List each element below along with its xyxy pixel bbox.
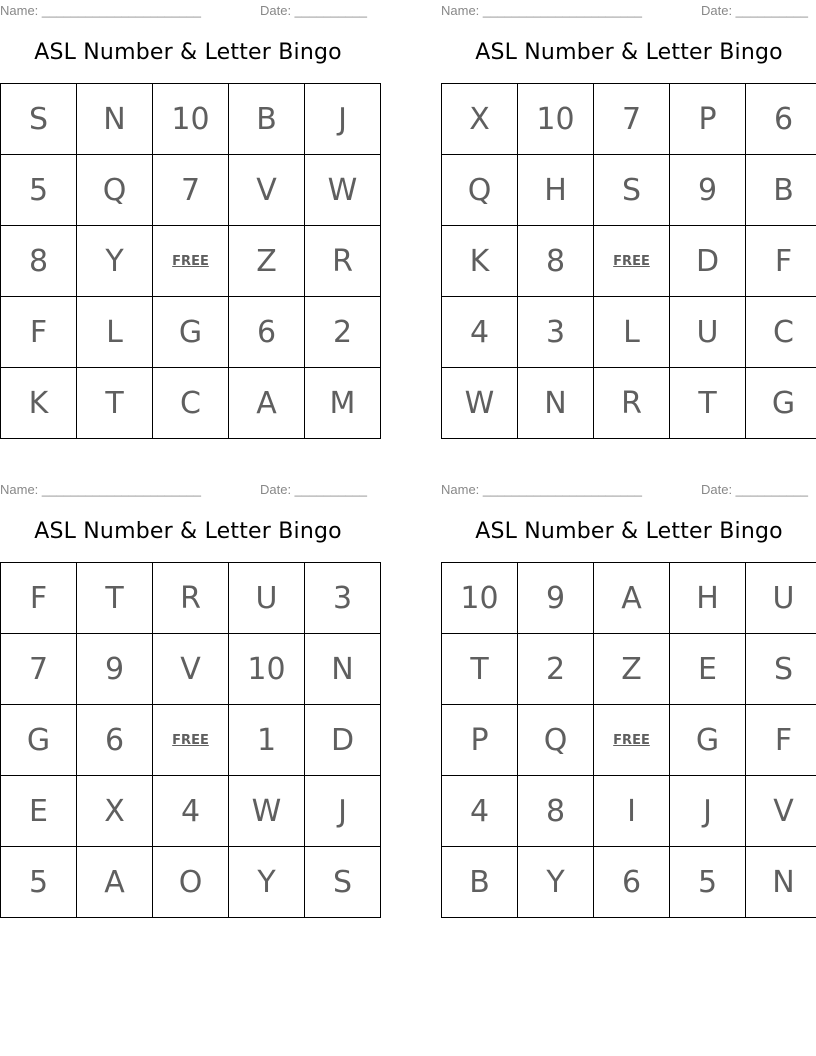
bingo-row	[1, 155, 381, 226]
bingo-cell: K	[1, 368, 77, 439]
bingo-cell: U	[670, 297, 746, 368]
bingo-cell: E	[670, 634, 746, 705]
bingo-cell: 1	[229, 705, 305, 776]
bingo-row	[1, 563, 381, 634]
bingo-cell: V	[746, 776, 816, 847]
bingo-cell: Y	[518, 847, 594, 918]
bingo-cell: 8	[518, 226, 594, 297]
bingo-row	[442, 776, 816, 847]
bingo-row	[442, 705, 816, 776]
bingo-cell: F	[1, 563, 77, 634]
bingo-cell: J	[305, 84, 381, 155]
bingo-cell: 9	[670, 155, 746, 226]
card-header	[441, 3, 816, 19]
bingo-cell: P	[442, 705, 518, 776]
bingo-cell: 7	[594, 84, 670, 155]
bingo-cell: B	[746, 155, 816, 226]
bingo-cell: A	[594, 563, 670, 634]
bingo-cell: 4	[442, 776, 518, 847]
bingo-cell: D	[670, 226, 746, 297]
bingo-cell: A	[229, 368, 305, 439]
bingo-row	[442, 563, 816, 634]
bingo-cell: N	[77, 84, 153, 155]
bingo-cell: E	[1, 776, 77, 847]
bingo-cell: 10	[153, 84, 229, 155]
bingo-cell: 6	[229, 297, 305, 368]
bingo-grid	[441, 562, 816, 918]
bingo-cell: J	[670, 776, 746, 847]
bingo-cell: X	[77, 776, 153, 847]
bingo-cell: G	[153, 297, 229, 368]
bingo-cell: F	[1, 297, 77, 368]
bingo-cell: N	[305, 634, 381, 705]
bingo-cell: R	[153, 563, 229, 634]
bingo-cell: F	[746, 226, 816, 297]
bingo-row	[442, 155, 816, 226]
bingo-cell: Z	[594, 634, 670, 705]
bingo-cell: G	[670, 705, 746, 776]
bingo-cell: 8	[518, 776, 594, 847]
card-title: ASL Number & Letter Bingo	[34, 519, 342, 544]
bingo-cell: B	[229, 84, 305, 155]
bingo-cell: R	[594, 368, 670, 439]
bingo-cell: 2	[305, 297, 381, 368]
date-field-label: Date: __________	[701, 482, 808, 497]
bingo-cell: Q	[442, 155, 518, 226]
bingo-cell: V	[229, 155, 305, 226]
bingo-cell: U	[746, 563, 816, 634]
free-space-cell: FREE	[153, 226, 229, 297]
bingo-cell: L	[594, 297, 670, 368]
bingo-cell: 3	[305, 563, 381, 634]
bingo-cell: T	[670, 368, 746, 439]
bingo-row	[1, 776, 381, 847]
bingo-row	[1, 705, 381, 776]
bingo-cell: W	[229, 776, 305, 847]
card-header	[441, 482, 816, 498]
bingo-cell: 3	[518, 297, 594, 368]
name-field-label: Name: ______________________	[0, 3, 201, 18]
bingo-cell: K	[442, 226, 518, 297]
bingo-row	[442, 634, 816, 705]
bingo-cell: T	[442, 634, 518, 705]
bingo-grid	[0, 83, 381, 439]
bingo-cell: Y	[229, 847, 305, 918]
bingo-cell: 5	[1, 847, 77, 918]
bingo-cell: W	[442, 368, 518, 439]
bingo-cell: 9	[518, 563, 594, 634]
bingo-cell: I	[594, 776, 670, 847]
bingo-cell: G	[1, 705, 77, 776]
bingo-cell: T	[77, 563, 153, 634]
bingo-cell: D	[305, 705, 381, 776]
bingo-cell: R	[305, 226, 381, 297]
bingo-cell: Z	[229, 226, 305, 297]
bingo-cell: 10	[518, 84, 594, 155]
name-field-label: Name: ______________________	[441, 3, 642, 18]
bingo-cell: C	[746, 297, 816, 368]
bingo-cell: A	[77, 847, 153, 918]
card-header	[0, 482, 376, 498]
bingo-cell: 5	[1, 155, 77, 226]
bingo-row	[1, 634, 381, 705]
card-title: ASL Number & Letter Bingo	[34, 40, 342, 65]
bingo-cell: N	[746, 847, 816, 918]
bingo-cell: T	[77, 368, 153, 439]
bingo-cell: N	[518, 368, 594, 439]
bingo-row	[442, 368, 816, 439]
bingo-cell: X	[442, 84, 518, 155]
bingo-row	[442, 847, 816, 918]
bingo-row	[442, 84, 816, 155]
bingo-cell: 9	[77, 634, 153, 705]
bingo-cell: Y	[77, 226, 153, 297]
bingo-cell: H	[670, 563, 746, 634]
bingo-cell: L	[77, 297, 153, 368]
bingo-cell: S	[746, 634, 816, 705]
bingo-cell: G	[746, 368, 816, 439]
bingo-cell: 8	[1, 226, 77, 297]
bingo-grid	[441, 83, 816, 439]
bingo-cell: S	[1, 84, 77, 155]
bingo-cell: 4	[153, 776, 229, 847]
bingo-cell: M	[305, 368, 381, 439]
bingo-cell: Q	[77, 155, 153, 226]
bingo-cell: 7	[153, 155, 229, 226]
bingo-cell: S	[305, 847, 381, 918]
bingo-cell: U	[229, 563, 305, 634]
date-field-label: Date: __________	[260, 3, 367, 18]
bingo-row	[1, 368, 381, 439]
name-field-label: Name: ______________________	[0, 482, 201, 497]
bingo-cell: H	[518, 155, 594, 226]
bingo-cell: 10	[442, 563, 518, 634]
bingo-cell: V	[153, 634, 229, 705]
free-space-cell: FREE	[153, 705, 229, 776]
bingo-row	[1, 297, 381, 368]
date-field-label: Date: __________	[260, 482, 367, 497]
bingo-cell: J	[305, 776, 381, 847]
bingo-cell: P	[670, 84, 746, 155]
card-header	[0, 3, 376, 19]
bingo-cell: 6	[77, 705, 153, 776]
bingo-cell: 6	[746, 84, 816, 155]
bingo-cell: 2	[518, 634, 594, 705]
card-title: ASL Number & Letter Bingo	[475, 40, 783, 65]
bingo-cell: O	[153, 847, 229, 918]
bingo-row	[1, 84, 381, 155]
bingo-cell: Q	[518, 705, 594, 776]
bingo-cell: W	[305, 155, 381, 226]
card-title: ASL Number & Letter Bingo	[475, 519, 783, 544]
bingo-cell: 10	[229, 634, 305, 705]
bingo-cell: 7	[1, 634, 77, 705]
bingo-cell: 5	[670, 847, 746, 918]
bingo-row	[1, 847, 381, 918]
bingo-row	[1, 226, 381, 297]
date-field-label: Date: __________	[701, 3, 808, 18]
free-space-cell: FREE	[594, 705, 670, 776]
free-space-cell: FREE	[594, 226, 670, 297]
bingo-cell: F	[746, 705, 816, 776]
bingo-cell: 6	[594, 847, 670, 918]
name-field-label: Name: ______________________	[441, 482, 642, 497]
bingo-grid	[0, 562, 381, 918]
bingo-cell: B	[442, 847, 518, 918]
bingo-cell: 4	[442, 297, 518, 368]
bingo-row	[442, 297, 816, 368]
bingo-row	[442, 226, 816, 297]
bingo-cell: S	[594, 155, 670, 226]
bingo-cell: C	[153, 368, 229, 439]
